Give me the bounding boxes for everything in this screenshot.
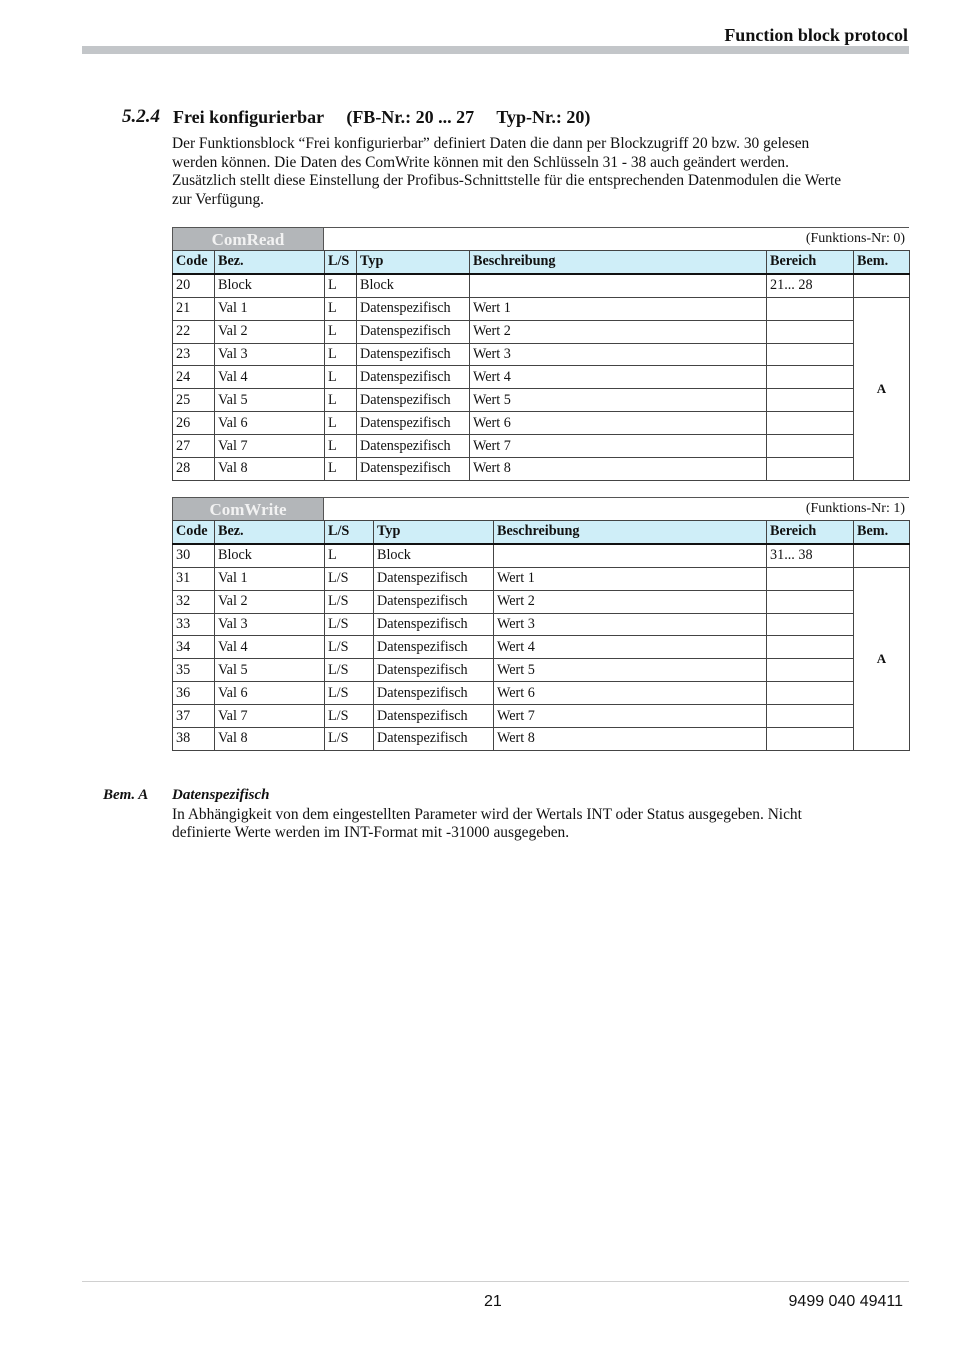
table-row [173,297,910,320]
comread-label: ComRead [172,227,324,250]
cell-code: 21 [173,297,215,320]
cell-code: 38 [173,728,215,751]
cell-bez: Val 5 [215,389,325,412]
cell-typ: Datenspezifisch [374,590,494,613]
col-header-bereich: Bereich [767,251,854,274]
cell-bez: Block [215,274,325,297]
cell-bez: Val 1 [215,297,325,320]
remark-cell: A [854,567,910,750]
cell-bereich [767,613,854,636]
cell-beschreibung: Wert 6 [494,682,767,705]
cell-beschreibung: Wert 5 [494,659,767,682]
intro-line: Zusätzlich stellt diese Einstellung der Profibus-Schnittstelle für die entsprechenden Datenmodulen die Werte [172,172,842,190]
col-header-bereich: Bereich [767,521,854,544]
cell-bereich [767,458,854,481]
table-row [173,728,910,751]
note-text [172,806,892,843]
cell-bez: Val 8 [215,458,325,481]
col-header-code: Code [173,251,215,274]
cell-bereich [767,567,854,590]
cell-typ: Datenspezifisch [357,389,470,412]
note-label: Bem. A [103,787,149,803]
cell-ls: L/S [325,567,374,590]
cell-bez: Val 4 [215,636,325,659]
col-header-bem: Bem. [854,521,910,544]
cell-bereich: 31... 38 [767,544,854,567]
cell-ls: L [325,297,357,320]
cell-bez: Val 8 [215,728,325,751]
cell-ls: L/S [325,659,374,682]
col-header-typ: Typ [357,251,470,274]
section-title: Frei konfigurierbar (FB-Nr.: 20 ... 27 Typ-Nr.: 20) [173,107,591,127]
comwrite-table [172,520,910,751]
col-header-code: Code [173,521,215,544]
comread-header-row [173,251,910,274]
col-header-beschreibung: Beschreibung [494,521,767,544]
cell-beschreibung: Wert 8 [470,458,767,481]
comwrite-header-row [173,521,910,544]
cell-bereich [767,682,854,705]
cell-beschreibung: Wert 1 [494,567,767,590]
intro-line: werden können. Die Daten des ComWrite können mit den Schlüsseln 31 - 38 auch geändert werden. [172,153,789,171]
document-number: 9499 040 49411 [788,1293,903,1310]
cell-code: 30 [173,544,215,567]
cell-bez: Block [215,544,325,567]
cell-ls: L [325,435,357,458]
cell-typ: Datenspezifisch [374,659,494,682]
cell-beschreibung: Wert 3 [494,613,767,636]
cell-typ: Datenspezifisch [374,636,494,659]
cell-ls: L [325,320,357,343]
intro-line: Der Funktionsblock “Frei konfigurierbar” definiert Daten die dann per Blockzugriff 20 bzw. 30 gelesen [172,135,810,152]
section-number: 5.2.4 [122,106,160,127]
cell-bez: Val 5 [215,659,325,682]
cell-bereich [767,343,854,366]
comread-funktion-nr: (Funktions-Nr: 0) [805,231,905,246]
cell-beschreibung: Wert 6 [470,412,767,435]
cell-bez: Val 4 [215,366,325,389]
cell-bez: Val 6 [215,412,325,435]
note-title: Datenspezifisch [172,787,270,803]
cell-code: 22 [173,320,215,343]
cell-typ: Datenspezifisch [357,297,470,320]
col-header-bez: Bez. [215,251,325,274]
cell-ls: L [325,343,357,366]
cell-code: 37 [173,705,215,728]
table-row [173,320,910,343]
cell-beschreibung: Wert 5 [470,389,767,412]
cell-bez: Val 2 [215,590,325,613]
cell-ls: L/S [325,636,374,659]
cell-bez: Val 3 [215,343,325,366]
cell-typ: Datenspezifisch [357,366,470,389]
cell-ls: L [325,366,357,389]
header-bar [82,46,909,54]
cell-bereich [767,389,854,412]
table-row [173,705,910,728]
cell-bez: Val 1 [215,567,325,590]
comwrite-label: ComWrite [172,497,324,520]
cell-bereich [767,636,854,659]
cell-code: 31 [173,567,215,590]
cell-bereich: 21... 28 [767,274,854,297]
cell-bez: Val 7 [215,435,325,458]
cell-typ: Datenspezifisch [374,567,494,590]
cell-typ: Datenspezifisch [357,435,470,458]
col-header-beschreibung: Beschreibung [470,251,767,274]
cell-beschreibung: Wert 7 [494,705,767,728]
table-row [173,343,910,366]
note-line: definierte Werte werden im INT-Format mit -31000 ausgegeben. [172,824,570,842]
cell-code: 26 [173,412,215,435]
table-row [173,613,910,636]
note-line: In Abhängigkeit von dem eingestellten Parameter wird der Wertals INT oder Status ausgegeben. Nicht [172,806,802,823]
cell-typ: Block [357,274,470,297]
cell-bez: Val 3 [215,613,325,636]
comwrite-funktion-nr: (Funktions-Nr: 1) [805,501,905,516]
cell-code: 23 [173,343,215,366]
table-row [173,274,910,297]
cell-code: 32 [173,590,215,613]
table-row [173,636,910,659]
table-row [173,682,910,705]
cell-ls: L [325,458,357,481]
cell-bem [854,274,910,297]
cell-code: 35 [173,659,215,682]
col-header-bem: Bem. [854,251,910,274]
cell-ls: L/S [325,705,374,728]
cell-typ: Datenspezifisch [357,343,470,366]
cell-bereich [767,435,854,458]
cell-beschreibung [494,544,767,567]
table-row [173,389,910,412]
cell-code: 20 [173,274,215,297]
cell-bereich [767,705,854,728]
table-row [173,567,910,590]
cell-typ: Datenspezifisch [374,682,494,705]
cell-code: 25 [173,389,215,412]
comread-top-line [324,227,909,228]
cell-code: 34 [173,636,215,659]
cell-ls: L [325,412,357,435]
cell-bez: Val 7 [215,705,325,728]
table-row [173,590,910,613]
cell-typ: Datenspezifisch [374,705,494,728]
cell-beschreibung: Wert 8 [494,728,767,751]
cell-bereich [767,320,854,343]
table-row [173,544,910,567]
cell-ls: L/S [325,590,374,613]
col-header-ls: L/S [325,251,357,274]
table-row [173,659,910,682]
cell-beschreibung: Wert 2 [470,320,767,343]
cell-typ: Datenspezifisch [374,728,494,751]
table-row [173,366,910,389]
cell-ls: L [325,544,374,567]
cell-ls: L [325,274,357,297]
remark-cell: A [854,297,910,480]
col-header-ls: L/S [325,521,374,544]
comread-table [172,250,910,481]
cell-beschreibung: Wert 7 [470,435,767,458]
cell-ls: L/S [325,613,374,636]
table-row [173,458,910,481]
cell-beschreibung: Wert 3 [470,343,767,366]
cell-code: 33 [173,613,215,636]
comwrite-table-block [172,497,909,751]
cell-typ: Block [374,544,494,567]
cell-typ: Datenspezifisch [357,458,470,481]
cell-ls: L/S [325,682,374,705]
cell-bereich [767,590,854,613]
cell-ls: L/S [325,728,374,751]
table-row [173,435,910,458]
comread-table-header [172,227,909,250]
cell-typ: Datenspezifisch [357,412,470,435]
cell-code: 36 [173,682,215,705]
cell-bez: Val 6 [215,682,325,705]
cell-bereich [767,728,854,751]
cell-bem [854,544,910,567]
comread-table-block [172,227,909,481]
cell-code: 28 [173,458,215,481]
cell-bez: Val 2 [215,320,325,343]
comwrite-top-line [324,497,909,498]
table-row [173,412,910,435]
cell-beschreibung: Wert 4 [470,366,767,389]
intro-line: zur Verfügung. [172,190,265,208]
col-header-bez: Bez. [215,521,325,544]
cell-bereich [767,366,854,389]
cell-code: 27 [173,435,215,458]
intro-text [172,135,912,209]
cell-typ: Datenspezifisch [357,320,470,343]
col-header-typ: Typ [374,521,494,544]
cell-beschreibung: Wert 2 [494,590,767,613]
cell-typ: Datenspezifisch [374,613,494,636]
page-number: 21 [484,1293,502,1310]
cell-beschreibung: Wert 4 [494,636,767,659]
cell-bereich [767,297,854,320]
header-title: Function block protocol [724,25,908,45]
cell-code: 24 [173,366,215,389]
cell-ls: L [325,389,357,412]
footer-line [82,1281,909,1282]
cell-beschreibung [470,274,767,297]
cell-bereich [767,412,854,435]
cell-bereich [767,659,854,682]
cell-beschreibung: Wert 1 [470,297,767,320]
comwrite-table-header [172,497,909,520]
